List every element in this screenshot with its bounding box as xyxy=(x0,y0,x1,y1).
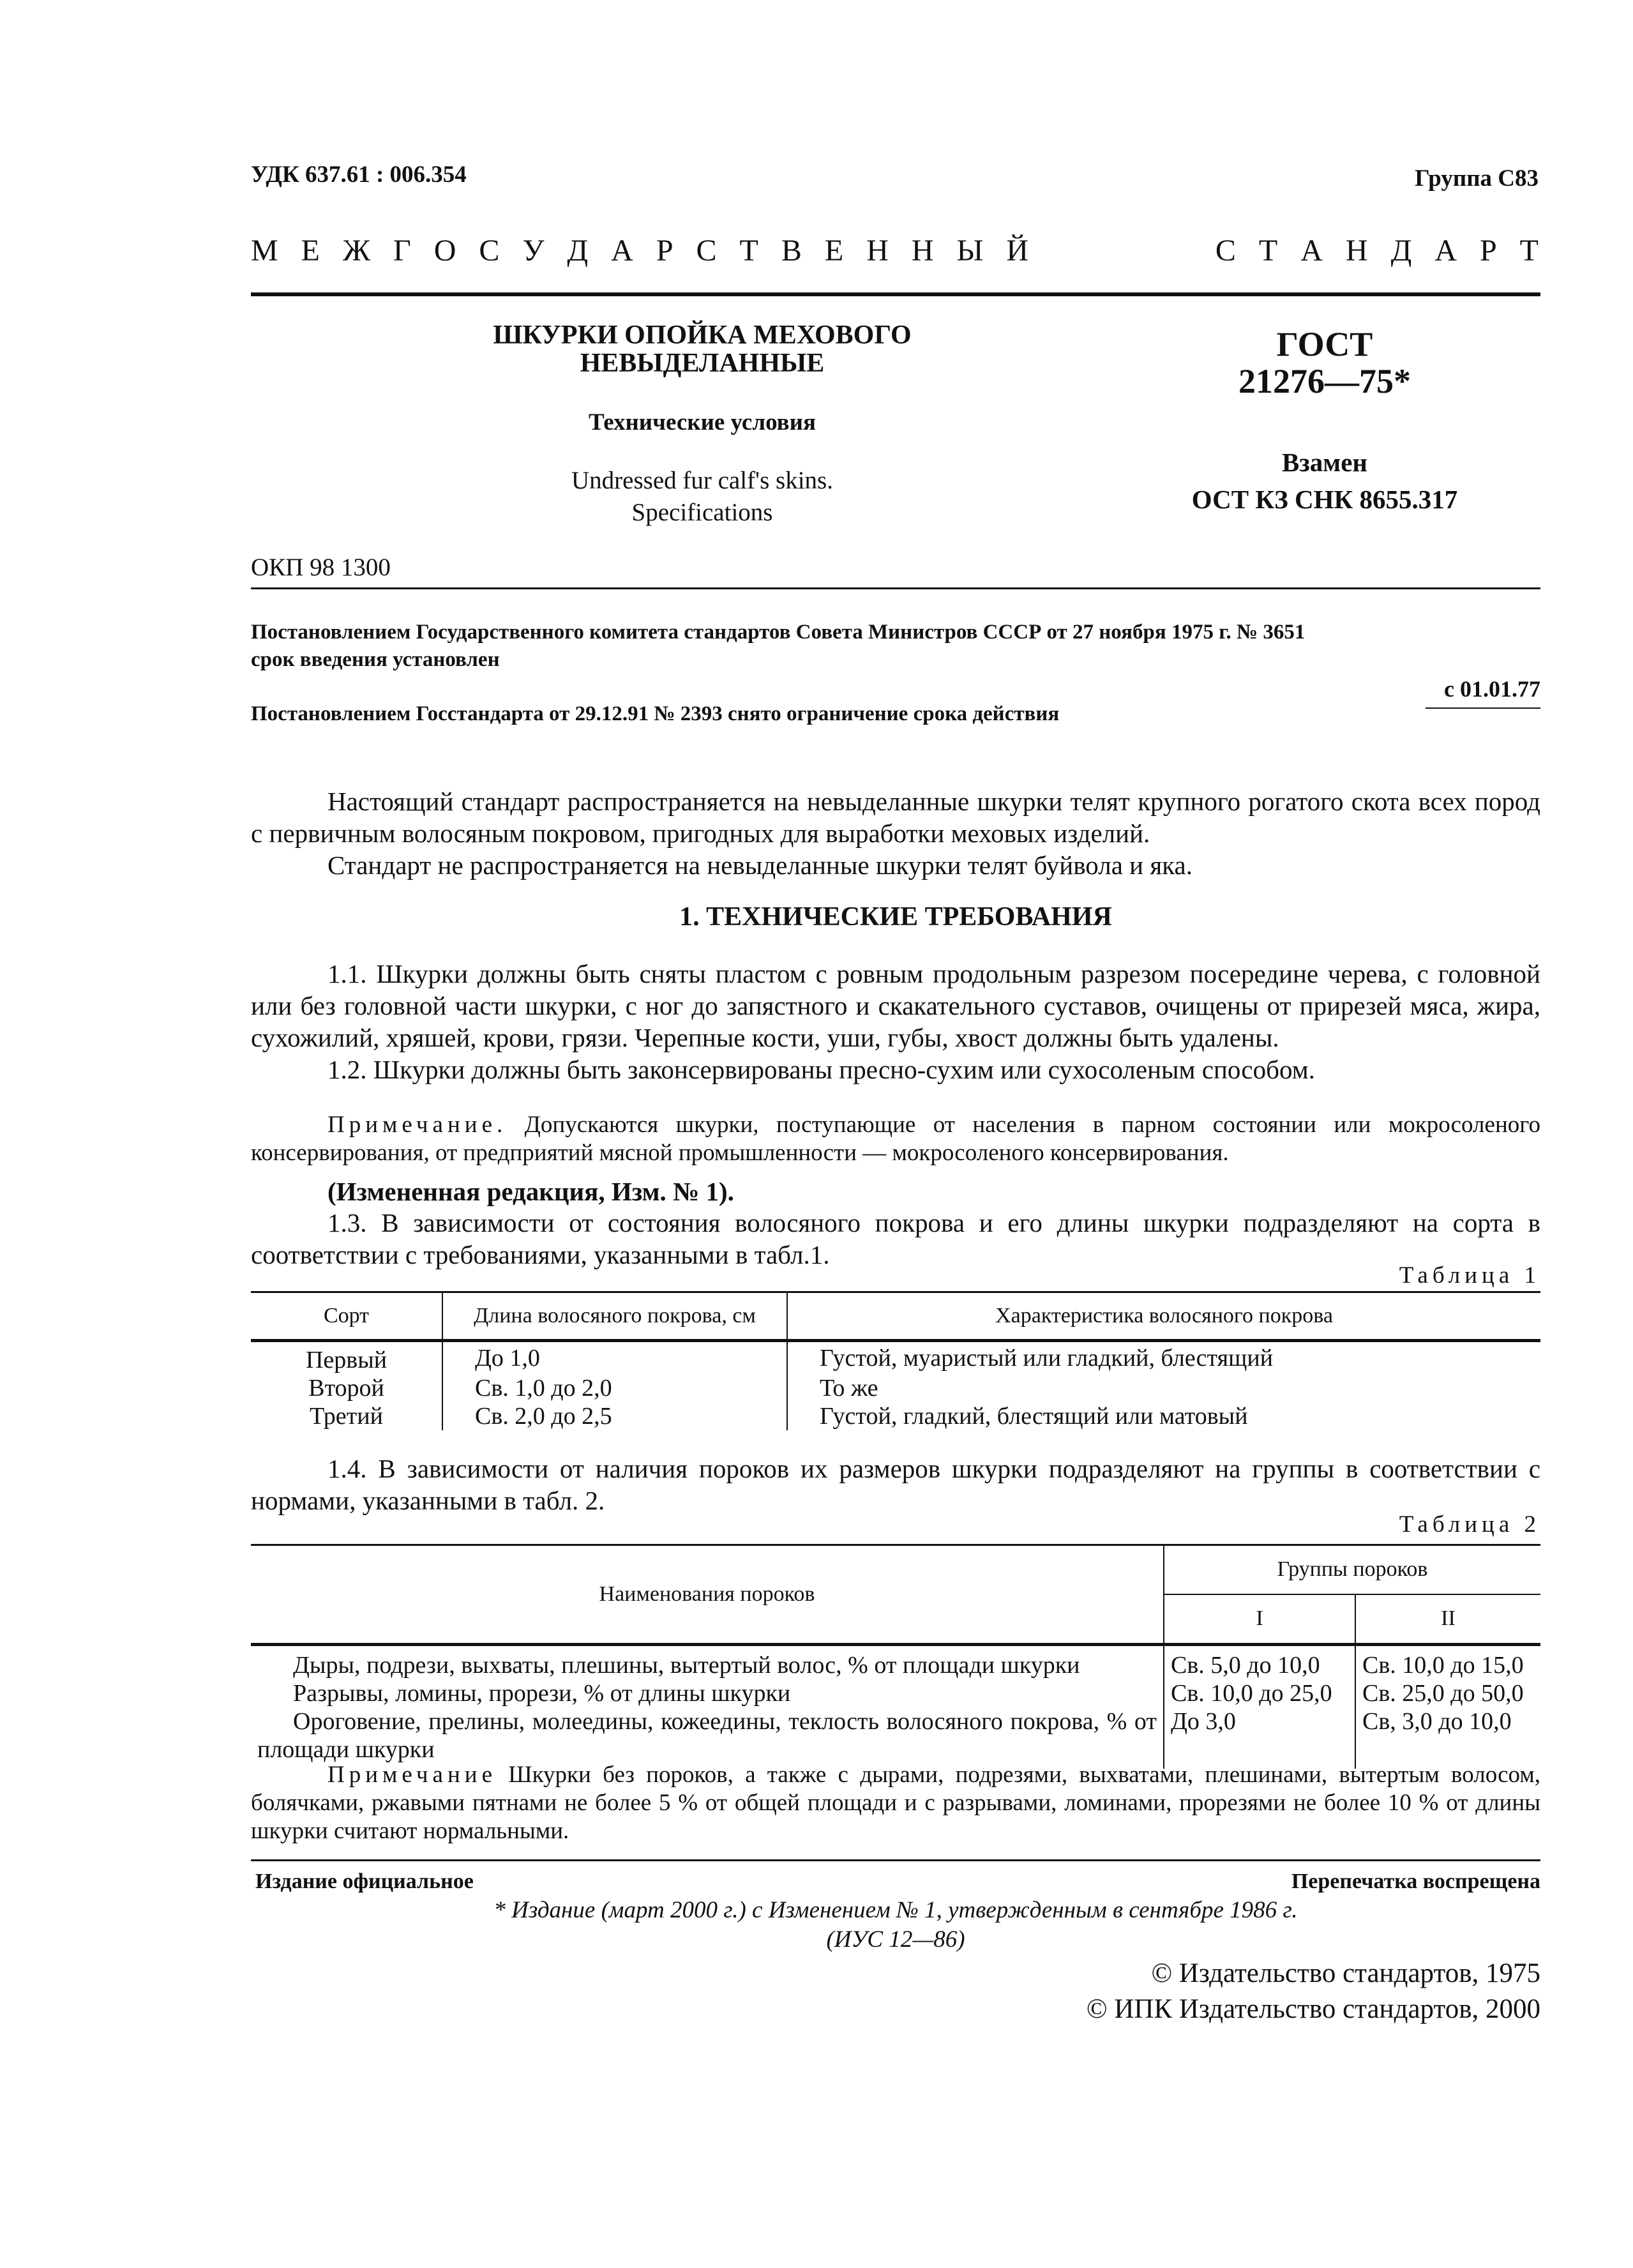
decree-line-1: Постановлением Государственного комитета стандартов Совета Министров СССР от 27 ноября 1975 г. № 3651 xyxy=(251,621,1306,644)
table-1-cell: Второй xyxy=(308,1375,384,1402)
okp-code: ОКП 98 1300 xyxy=(251,554,391,581)
table-2-cell: Св. 10,0 до 15,0 xyxy=(1355,1645,1540,1680)
gost-number: 21276—75* xyxy=(1238,362,1411,400)
intro-paragraph-2: Стандарт не распространяется на невыделанные шкурки телят буйвола и яка. xyxy=(327,850,1193,880)
note-1-label: Примечание. xyxy=(327,1112,508,1138)
table-2-cell: Св. 5,0 до 10,0 xyxy=(1164,1645,1355,1680)
intro-paragraph-1: Настоящий стандарт распространяется на невыделанные шкурки телят крупного рогатого скота всех пород с первичным волосяным покровом, пригодных для выработки меховых изделий. xyxy=(251,787,1540,848)
intro-text xyxy=(251,785,1540,881)
footer-rule xyxy=(251,1859,1540,1861)
table-1-cell: Св. 1,0 до 2,0 xyxy=(442,1374,787,1402)
clause-1-4-block xyxy=(251,1453,1540,1516)
table-row xyxy=(251,1707,1540,1769)
note-2 xyxy=(251,1761,1540,1845)
note-2-label: Примечание xyxy=(327,1762,497,1788)
document-title xyxy=(434,321,970,377)
table-1-cell: Густой, гладкий, блестящий или матовый xyxy=(787,1402,1540,1430)
edition-note: * Издание (март 2000 г.) с Изменением № 1, утвержденным в сентябре 1986 г. xyxy=(493,1897,1298,1923)
table-1-cell: Густой, муаристый или гладкий, блестящий xyxy=(787,1341,1540,1375)
table-1-cell: Св. 2,0 до 2,5 xyxy=(442,1402,787,1430)
table-2-cell: Св, 3,0 до 10,0 xyxy=(1355,1707,1540,1769)
note-1 xyxy=(251,1111,1540,1167)
replaces-value: ОСТ КЗ СНК 8655.317 xyxy=(1191,485,1458,514)
ius-reference: (ИУС 12—86) xyxy=(826,1926,965,1953)
english-title xyxy=(434,465,970,529)
table-row xyxy=(251,1374,1540,1402)
gost-label: ГОСТ xyxy=(1276,325,1373,363)
table-2-cell: Разрывы, ломины, прорези, % от длины шкурки xyxy=(293,1680,791,1707)
table-1-cell: То же xyxy=(787,1374,1540,1402)
decree-line-2: срок введения установлен xyxy=(251,648,500,671)
table-2-header-groups: Группы пороков xyxy=(1164,1545,1540,1594)
copyright-1975: © Издательство стандартов, 1975 xyxy=(1151,1958,1540,1988)
note-1-text: Допускаются шкурки, поступающие от населения в парном состоянии или мокросоленого консервирования, от предприятий мясной промышленности — мокросоленого консервирования. xyxy=(251,1112,1541,1166)
title-rule xyxy=(251,587,1540,589)
document-subtitle: Технические условия xyxy=(589,409,816,435)
table-2-header-g1: I xyxy=(1164,1594,1355,1645)
table-1-header-characteristic: Характеристика волосяного покрова xyxy=(787,1292,1540,1341)
table-2-cell: Дыры, подрези, выхваты, плешины, вытертый волос, % от площади шкурки xyxy=(293,1652,1080,1679)
clause-1-3-block xyxy=(251,1207,1540,1271)
table-2-caption: Таблица 2 xyxy=(1399,1511,1540,1538)
table-row xyxy=(251,1341,1540,1375)
table-row xyxy=(251,1679,1540,1707)
decree-date-rule xyxy=(1426,707,1540,709)
clause-1-4: 1.4. В зависимости от наличия пороков их размеров шкурки подразделяют на группы в соответствии с нормами, указанными в табл. 2. xyxy=(251,1454,1540,1515)
banner-word-1: М Е Ж Г О С У Д А Р С Т В Е Н Н Ы Й xyxy=(251,234,1031,268)
table-1-header-length: Длина волосяного покрова, см xyxy=(442,1292,787,1341)
decree-date: с 01.01.77 xyxy=(1444,676,1540,702)
banner-rule xyxy=(251,292,1540,296)
english-line-1: Undressed fur calf's skins. xyxy=(571,467,833,494)
reprint-notice: Перепечатка воспрещена xyxy=(1291,1870,1540,1893)
table-2 xyxy=(251,1544,1540,1769)
edited-notice: (Измененная редакция, Изм. № 1). xyxy=(327,1177,734,1206)
clause-1-2: 1.2. Шкурки должны быть законсервированы пресно-сухим или сухосоленым способом. xyxy=(327,1055,1315,1084)
table-1-header-grade: Сорт xyxy=(251,1292,442,1341)
table-2-cell: Св. 25,0 до 50,0 xyxy=(1355,1679,1540,1707)
table-1 xyxy=(251,1291,1540,1430)
table-2-cell: До 3,0 xyxy=(1164,1707,1355,1769)
replaces-block xyxy=(1130,444,1519,518)
standard-banner xyxy=(251,233,1540,271)
table-1-cell: До 1,0 xyxy=(442,1341,787,1375)
replaces-label: Взамен xyxy=(1281,448,1368,477)
english-line-2: Specifications xyxy=(631,499,773,526)
gost-designation xyxy=(1130,326,1519,400)
decree-line-3: Постановлением Госстандарта от 29.12.91 № 2393 снято ограничение срока действия xyxy=(251,702,1060,725)
group-code: Группа С83 xyxy=(1415,165,1539,192)
clause-1-3: 1.3. В зависимости от состояния волосяного покрова и его длины шкурки подразделяют на сорта в соответствии с требованиями, указанными в табл.1. xyxy=(251,1208,1540,1269)
table-2-header-g2: II xyxy=(1355,1594,1540,1645)
table-1-caption: Таблица 1 xyxy=(1399,1262,1540,1289)
section-text xyxy=(251,958,1540,1085)
table-row xyxy=(251,1402,1540,1430)
banner-word-2: С Т А Н Д А Р Т xyxy=(1215,234,1540,268)
title-line-1: ШКУРКИ ОПОЙКА МЕХОВОГО xyxy=(493,321,912,350)
udk-code: УДК 637.61 : 006.354 xyxy=(251,162,467,188)
note-2-text: Шкурки без пороков, а также с дырами, подрезями, выхватами, плешинами, вытертым волосом, болячками, ржавыми пятнами не более 5 % от общей площади и с разрывами, ломинами, прорезями не более 10 % от длины шкурки считают нормальными. xyxy=(251,1762,1541,1844)
title-line-2: НЕВЫДЕЛАННЫЕ xyxy=(580,349,825,378)
table-row xyxy=(251,1645,1540,1680)
table-2-header-name: Наименования пороков xyxy=(251,1545,1164,1645)
table-1-cell: Первый xyxy=(305,1347,388,1373)
copyright-2000: © ИПК Издательство стандартов, 2000 xyxy=(1086,1994,1540,2024)
section-heading: 1. ТЕХНИЧЕСКИЕ ТРЕБОВАНИЯ xyxy=(679,902,1112,932)
table-2-cell: Ороговение, прелины, молеедины, кожеедины, теклость волосяного покрова, % от площади шкурки xyxy=(257,1708,1157,1763)
clause-1-1: 1.1. Шкурки должны быть сняты пластом с ровным продольным разрезом посередине черева, с головной или без головной части шкурки, с ног до запястного и скакательного суставов, очищены от прирезей мяса, жира, сухожилий, хряшей, крови, грязи. Черепные кости, уши, губы, хвост должны быть удалены. xyxy=(251,959,1540,1052)
official-edition: Издание официальное xyxy=(255,1870,474,1893)
table-1-cell: Третий xyxy=(310,1403,383,1430)
table-2-cell: Св. 10,0 до 25,0 xyxy=(1164,1679,1355,1707)
